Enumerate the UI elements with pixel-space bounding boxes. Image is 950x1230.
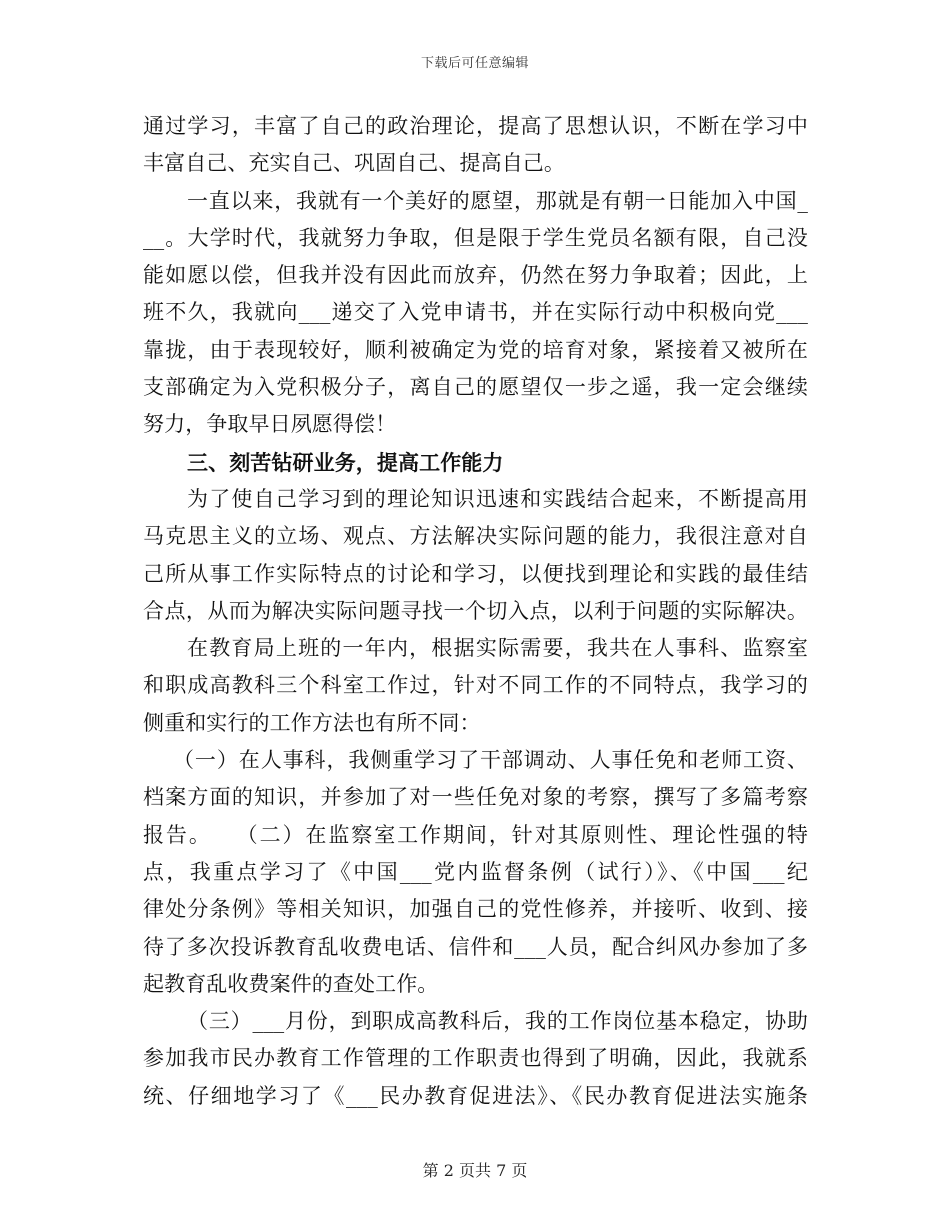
text-line: 统、仔细地学习了《___民办教育促进法》、《民办教育促进法实施条 bbox=[143, 1083, 808, 1108]
text-line: 侧重和实行的工作方法也有所不同： bbox=[143, 710, 481, 735]
text-line: （一）在人事科，我侧重学习了干部调动、人事任免和老师工资、 bbox=[173, 748, 808, 773]
text-line: （三）___月份，到职成高教科后，我的工作岗位基本稳定，协助 bbox=[187, 1009, 808, 1034]
text-line: __。大学时代，我就努力争取，但是限于学生党员名额有限，自己没 bbox=[143, 225, 808, 250]
text-line: 马克思主义的立场、观点、方法解决实际问题的能力，我很注意对自 bbox=[143, 524, 808, 549]
section-heading: 三、刻苦钻研业务，提高工作能力 bbox=[187, 449, 504, 475]
text-line: 律处分条例》等相关知识，加强自己的党性修养，并接听、收到、接 bbox=[143, 897, 808, 922]
text-line: 靠拢，由于表现较好，顺利被确定为党的培育对象，紧接着又被所在 bbox=[143, 337, 808, 362]
text-line: 点，我重点学习了《中国___党内监督条例（试行）》、《中国___纪 bbox=[143, 859, 808, 884]
text-line: 支部确定为入党积极分子，离自己的愿望仅一步之遥，我一定会继续 bbox=[143, 375, 808, 400]
text-line: 能如愿以偿，但我并没有因此而放弃，仍然在努力争取着；因此，上 bbox=[143, 263, 808, 288]
text-line: 己所从事工作实际特点的讨论和学习，以便找到理论和实践的最佳结 bbox=[143, 561, 808, 586]
text-line: 合点，从而为解决实际问题寻找一个切入点，以利于问题的实际解决。 bbox=[143, 598, 808, 623]
text-line: 档案方面的知识，并参加了对一些任免对象的考察，撰写了多篇考察 bbox=[143, 785, 808, 810]
text-line: 努力，争取早日夙愿得偿！ bbox=[143, 412, 397, 437]
page-footer: 第 2 页共 7 页 bbox=[422, 1161, 528, 1180]
document-body bbox=[143, 108, 808, 1115]
text-line: 报告。 （二）在监察室工作期间，针对其原则性、理论性强的特 bbox=[143, 822, 808, 847]
text-line: 和职成高教科三个科室工作过，针对不同工作的不同特点，我学习的 bbox=[143, 673, 808, 698]
page-header: 下载后可任意编辑 bbox=[420, 56, 529, 71]
text-line: 丰富自己、充实自己、巩固自己、提高自己。 bbox=[143, 151, 565, 176]
text-line: 通过学习，丰富了自己的政治理论，提高了思想认识，不断在学习中 bbox=[143, 114, 808, 138]
text-line: 在教育局上班的一年内，根据实际需要，我共在人事科、监察室 bbox=[187, 636, 808, 661]
text-line: 为了使自己学习到的理论知识迅速和实践结合起来，不断提高用 bbox=[187, 486, 808, 511]
text-line: 待了多次投诉教育乱收费电话、信件和___人员，配合纠风办参加了多 bbox=[143, 934, 808, 959]
text-line: 班不久，我就向___递交了入党申请书，并在实际行动中积极向党___ bbox=[143, 300, 808, 325]
text-line: 参加我市民办教育工作管理的工作职责也得到了明确，因此，我就系 bbox=[143, 1046, 808, 1071]
text-line: 一直以来，我就有一个美好的愿望，那就是有朝一日能加入中国_ bbox=[187, 188, 808, 213]
text-line: 起教育乱收费案件的查处工作。 bbox=[143, 971, 439, 996]
